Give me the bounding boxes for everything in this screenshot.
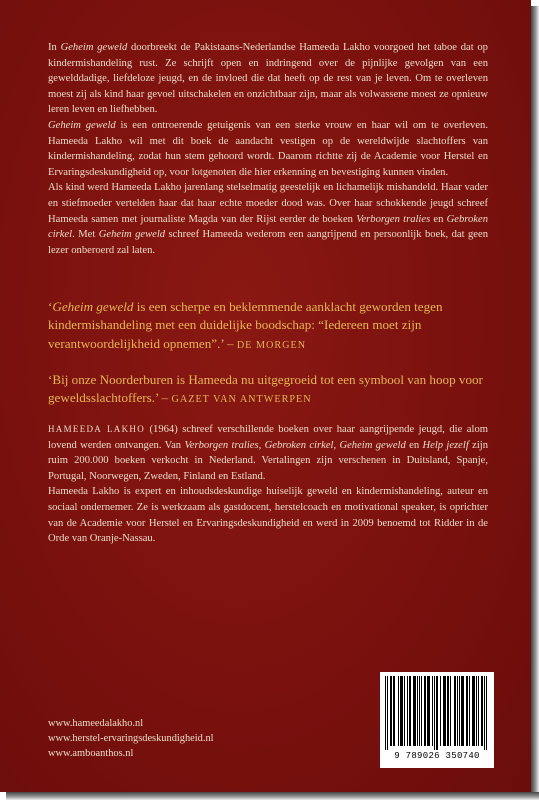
barcode-bar [462,676,463,746]
barcode-bar [472,676,473,746]
book-title: Geheim geweld [52,299,134,314]
cover-shadow-bottom [6,792,539,800]
bio-paragraph-1 [48,422,488,484]
barcode-bar [410,676,411,746]
text-run: zijn ruim 200.000 boeken verkocht in Nederland. Vertalingen zijn verschenen in Duitsland, Spanje, Portugal, Noorwegen, Zweden, Finland en Estland. [48,439,488,482]
review-quote-de-morgen [48,298,490,355]
barcode-bar [414,676,415,746]
barcode-bar [455,676,456,746]
barcode-bar [459,676,460,746]
barcode-bar [417,676,418,746]
barcode-bar [484,676,485,750]
barcode-bar [436,676,437,750]
barcode-bar [481,676,482,746]
barcode-bar [476,676,477,746]
quote-text: ‘Bij onze Noorderburen is Hameeda nu uitgegroeid tot een symbool van hoop voor geweldsslachtoffers.’ – [48,372,483,406]
barcode-bar [385,676,386,750]
barcode-bar [445,676,446,746]
barcode-bar [450,676,451,746]
book-title: Help jezelf [422,439,469,451]
barcode-bar [443,676,444,746]
barcode-bar [390,676,391,746]
barcode-bar [398,676,399,746]
barcode-bar [401,676,402,746]
intro-paragraph-1 [48,40,488,118]
barcode-bar [429,676,430,746]
isbn-barcode [380,672,494,768]
barcode-bar [447,676,448,746]
quote-source: DE MORGEN [236,339,307,351]
barcode-bar [482,676,483,746]
barcode-bar [428,676,429,746]
barcode-bar [415,676,416,746]
quote-text: is een scherpe en beklemmende aanklacht geworden tegen kindermishandeling met een duidelijke boodschap: “Iedereen moet zijn verantwoordelijkheid opnemen”.’ – [48,299,443,351]
barcode-bar [440,676,441,746]
barcode-bars [385,676,489,750]
author-bio [48,422,488,547]
barcode-bar [463,676,464,746]
text-run: doorbreekt de Pakistaans-Nederlandse Hameeda Lakho voorgoed het taboe dat op kindermishandeling rust. Ze schrijft open en indringend over de pijnlijke gevolgen van een gewelddadige, liefdeloze jeugd, en de invloed die dat heeft op de rest van je leven. Om te overleven moest zij als kind haar gevoel uitschakelen en onzichtbaar zijn, maar als volwassene moest ze opnieuw leren leven en liefhebben. [48,42,488,116]
barcode-bar [387,676,388,750]
barcode-bar [437,676,438,750]
barcode-bar [432,676,433,746]
barcode-bar [419,676,420,746]
barcode-bar [425,676,426,746]
barcode-bar [393,676,394,746]
text-run: is een ontroerende getuigenis van een sterke vrouw en haar wil om te overleven. Hameeda Lakho wil met dit boek de aandacht vestigen op de wereldwijde slachtoffers van kindermishandeling, zodat hun stem gehoord wordt. Daarom richtte zij de Academie voor Herstel en Ervaringsdeskundigheid op, voor lotgenoten die hier erkenning en bevestiging kunnen vinden. [48,119,488,178]
review-quote-gazet-van-antwerpen [48,371,490,410]
bio-paragraph-2: Hameeda Lakho is expert en inhoudsdeskundige huiselijk geweld en kindermishandeling, auteur en sociaal ondernemer. Ze is werkzaam als gastdocent, herstelcoach en motivational speaker, is oprichter van de Academie voor Herstel en Ervaringsdeskundigheid en werd in 2009 benoemd tot Ridder in de Orde van Oranje-Nassau. [48,486,488,545]
barcode-bar [466,676,467,746]
text-run: schreef Hameeda wederom een aangrijpend en persoonlijk boek, dat geen lezer onberoerd zal laten. [48,229,488,256]
barcode-bar [409,676,410,746]
website-link[interactable]: www.amboanthos.nl [48,748,134,759]
barcode-bar [402,676,403,746]
barcode-bar [391,676,392,746]
book-title: Geheim geweld [98,229,166,241]
barcode-bar [474,676,475,746]
book-title: Gebroken cirkel [48,213,488,241]
barcode-bar [454,676,455,746]
website-links [48,716,214,761]
barcode-bar [478,676,479,746]
text-run: (1964) schreef verschillende boeken over haar aangrijpende jeugd, die alom lovend werden ontvangen. Van [48,424,488,451]
website-link[interactable]: www.herstel-ervaringsdeskundigheid.nl [48,733,214,744]
website-link[interactable]: www.hameedalakho.nl [48,718,144,729]
barcode-bar [421,676,422,746]
cover-shadow-right [531,6,539,800]
barcode-bar [461,676,462,746]
text-run: In [48,42,61,53]
barcode-bar [486,676,487,750]
barcode-bar [457,676,458,746]
isbn-number: 9 789026 350740 [394,751,480,761]
book-title: Geheim geweld [48,119,116,131]
quote-mark: ‘ [48,299,53,314]
barcode-bar [467,676,468,746]
barcode-bar [394,676,395,746]
barcode-bar [444,676,445,746]
barcode-bar [407,676,408,746]
text-run: en [430,213,447,225]
quote-source: GAZET VAN ANTWERPEN [171,394,312,406]
book-title: Verborgen tralies [356,213,431,225]
barcode-bar [427,676,428,746]
text-run: . Met [72,229,99,241]
author-name: HAMEEDA LAKHO [48,424,145,434]
barcode-bar [473,676,474,746]
barcode-bar [400,676,401,746]
barcode-bar [424,676,425,746]
barcode-bar [413,676,414,746]
barcode-bar [448,676,449,746]
barcode-bar [469,676,470,746]
barcode-bar [404,676,405,746]
intro-paragraph-3 [48,180,488,258]
intro-text [48,40,488,258]
book-title: Verborgen tralies, Gebroken cirkel, Geheim geweld [184,439,406,451]
text-run: Als kind werd Hameeda Lakho jarenlang stelselmatig geestelijk en lichamelijk mishandeld. Haar vader en stiefmoeder vertelden haar dat haar echte moeder dood was. Over haar schokkende jeugd schreef Hameeda samen met journaliste Magda van der Rijst eerder de boeken [48,182,488,225]
text-run: en [405,439,423,451]
intro-paragraph-2 [48,118,488,180]
barcode-bar [434,676,435,750]
book-title: Geheim geweld [60,42,128,53]
